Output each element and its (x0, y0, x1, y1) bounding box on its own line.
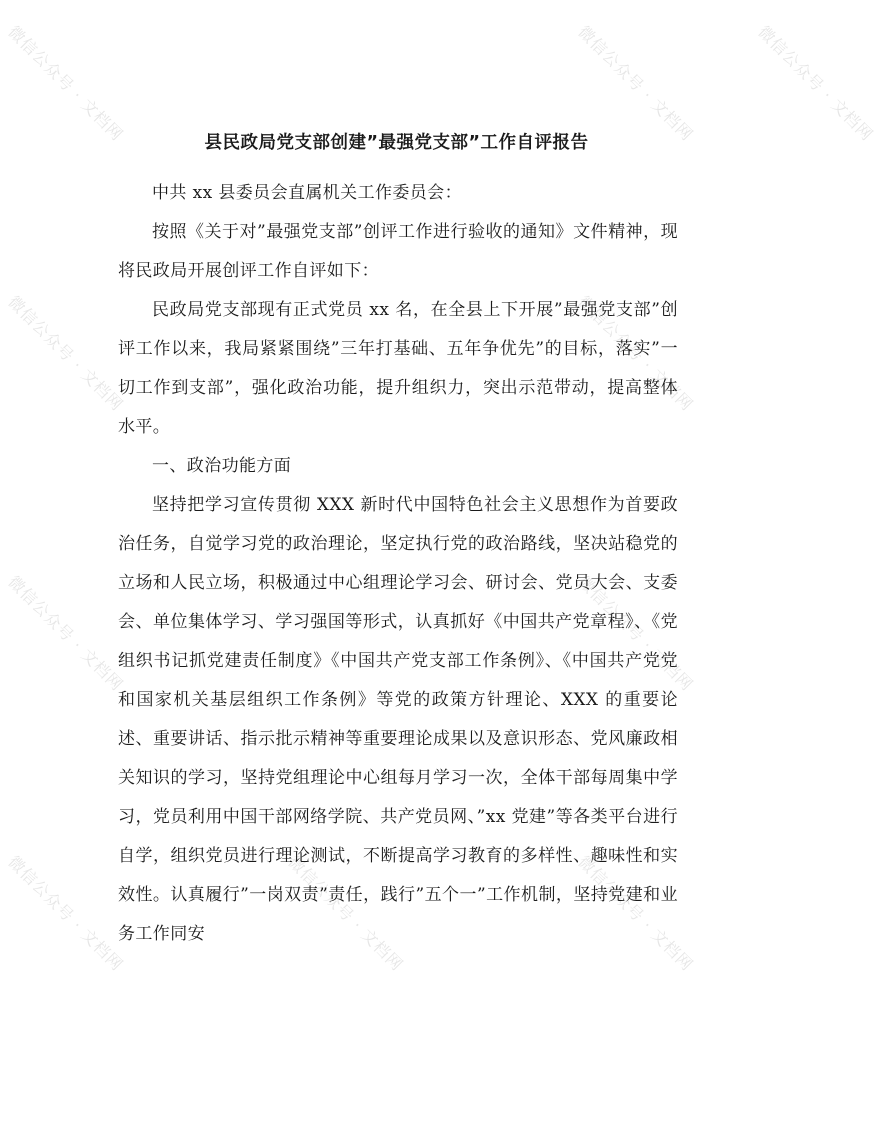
section-heading: 一、政治功能方面 (152, 456, 292, 476)
salutation: 中共 xx 县委员会直属机关工作委员会： (152, 183, 462, 203)
watermark-text: 微信公众号 · 文档网 (284, 852, 407, 975)
watermark-text: 微信公众号 · 文档网 (574, 852, 697, 975)
watermark-text: 微信公众号 · 文档网 (574, 572, 697, 695)
paragraph-intro: 按照《关于对”最强党支部”创评工作进行验收的通知》文件精神，现将民政局开展创评工作自评如下： (118, 222, 678, 281)
paragraph-political-function: 坚持把学习宣传贯彻 XXX 新时代中国特色社会主义思想作为首要政治任务，自觉学习党的政治理论，坚定执行党的政治路线，坚决站稳党的立场和人民立场，积极通过中心组理论学习会、研讨会、党员大会、支委会、单位集体学习、学习强国等形式，认真抓好《中国共产党章程》、《党组织书记抓党建责任制度》《中国共产党支部工作条例》、《中国共产党党和国家机关基层组织工作条例》等党的政策方针理论、XXX 的重要论述、重要讲话、指示批示精神等重要理论成果以及意识形态、党风廉政相关知识的学习，坚持党组理论中心组每月学习一次，全体干部每周集中学习，党员利用中国干部网络学院、共产党员网、”xx 党建”等各类平台进行自学，组织党员进行理论测试，不断提高学习教育的多样性、趣味性和实效性。认真履行”一岗双责”责任，践行”五个一”工作机制，坚持党建和业务工作同安 (118, 495, 678, 944)
watermark-text: 微信公众号 · 文档网 (754, 22, 877, 145)
watermark-text: 微信公众号 · 文档网 (4, 22, 127, 145)
document-body (118, 174, 678, 954)
watermark-text: 微信公众号 · 文档网 (4, 572, 127, 695)
watermark-text: 微信公众号 · 文档网 (4, 292, 127, 415)
paragraph-overview: 民政局党支部现有正式党员 xx 名，在全县上下开展”最强党支部”创评工作以来，我局紧紧围绕”三年打基础、五年争优先”的目标，落实”一切工作到支部”，强化政治功能，提升组织力，突出示范带动，提高整体水平。 (118, 300, 678, 437)
watermark-text: 微信公众号 · 文档网 (4, 852, 127, 975)
watermark-text: 微信公众号 · 文档网 (574, 292, 697, 415)
document-title: 县民政局党支部创建”最强党支部”工作自评报告 (204, 133, 589, 153)
watermark-text: 微信公众号 · 文档网 (574, 22, 697, 145)
